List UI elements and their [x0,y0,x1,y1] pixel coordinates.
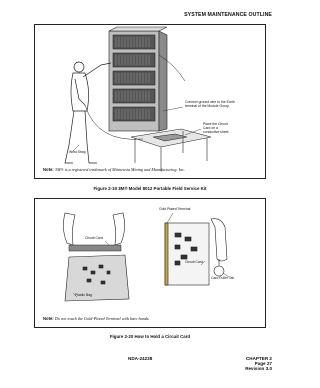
place-label-line2: Card on a [203,125,218,130]
circuit-card-illustration [35,199,267,329]
page-number: Page 27 [254,361,272,366]
note-text: 3M® is a registered trademark of Minnesota Mining and Manufacturing, Inc. [54,167,185,172]
plastic-bag-label: Plastic Bag [75,293,92,297]
place-label-line1: Place the Circuit [203,122,228,126]
circuit-card-right-label: Circuit Card [185,260,203,264]
work-table [131,129,211,171]
figure-2-20-box [34,198,266,328]
hand-right [211,219,227,276]
figure-2-19-box [34,24,266,179]
cabinet-stack [109,27,167,131]
ground-label-line2: terminal of the Module Group. [185,103,230,108]
footer-right [245,356,272,371]
circuit-card-left-board [69,245,121,251]
figure1-note [43,167,185,172]
wrist-strap-label: Wrist Strap [69,150,86,154]
figure-2-20-caption: Figure 2-20 How to Hold a Circuit Card [109,334,191,339]
section-title: SYSTEM MAINTENANCE OUTLINE [184,12,272,18]
card-puller-tab-label: Card Puller Tab [211,276,235,280]
chapter: CHAPTER 2 [245,356,272,361]
doc-id: NDA-24238 [128,356,153,361]
circuit-card-vertical [165,223,209,285]
ground-wire-label [185,101,235,109]
note-text: Do not touch the Gold-Plated Terminal with bare hands. [54,316,150,321]
figure2-note [43,316,150,321]
place-label-line3: conductive sheet. [203,129,230,134]
note-prefix: Note: [43,167,54,172]
note-prefix: Note: [43,316,54,321]
figure-2-19-caption: Figure 2-19 3M® Model 8012 Portable Field Service Kit [93,186,207,191]
gold-terminal-label: Gold Plated Terminal [159,207,191,211]
ground-label-line1: Connect ground wire to the Earth [185,100,235,104]
revision: Revision 3.0 [245,366,272,371]
circuit-card-left-label: Circuit Card [85,236,103,240]
conductive-sheet-label [203,123,229,135]
